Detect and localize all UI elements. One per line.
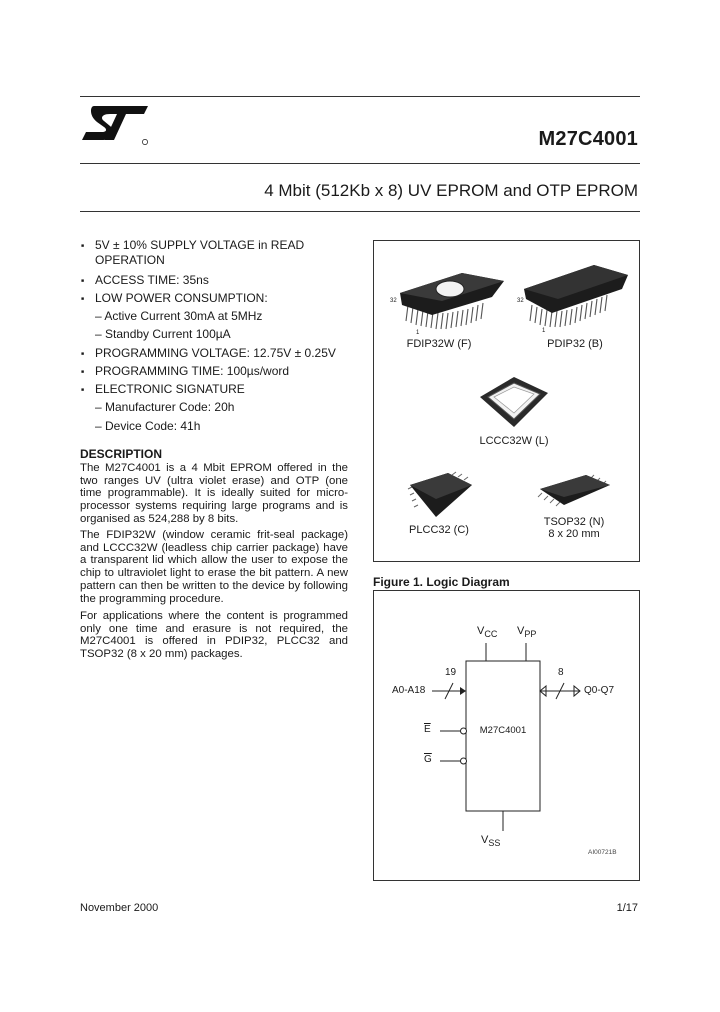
plcc32-label: PLCC32 (C)	[409, 524, 469, 536]
tsop32-package-image	[534, 471, 614, 515]
description-heading: DESCRIPTION	[80, 447, 163, 461]
bullet-icon: ■	[81, 243, 85, 249]
bullet-icon: ■	[81, 296, 85, 302]
bullet-icon: ■	[81, 369, 85, 375]
document-subtitle: 4 Mbit (512Kb x 8) UV EPROM and OTP EPROM	[264, 181, 638, 200]
lccc32w-package-image	[474, 371, 554, 433]
tsop32-size-label: 8 x 20 mm	[548, 528, 600, 540]
subtitle-rule	[80, 211, 640, 212]
title-rule	[80, 163, 640, 164]
vss-label: $V_{SS}$	[481, 834, 501, 848]
fdip32w-label: FDIP32W (F)	[406, 338, 472, 350]
data-bus-label: Q0-Q7	[584, 685, 615, 696]
pdip-pin-1-label: 1	[542, 328, 546, 334]
figure-title: Figure 1. Logic Diagram	[373, 575, 510, 589]
vss-subscript: SS	[488, 838, 501, 848]
chip-name-label: M27C4001	[479, 725, 527, 736]
vpp-label: $V_{PP}$	[517, 625, 537, 639]
vpp-subscript: PP	[524, 629, 537, 639]
pin-1-label: 1	[416, 330, 420, 336]
feature-item: LOW POWER CONSUMPTION:	[95, 291, 268, 305]
st-logo	[80, 104, 152, 146]
feature-item-continued: OPERATION	[95, 253, 165, 267]
footer-page-number: 1/17	[616, 902, 638, 914]
output-enable-label: $\overline{G}$	[424, 754, 432, 765]
pdip32-package-image	[518, 259, 633, 333]
bullet-icon: ■	[81, 278, 85, 284]
feature-item: PROGRAMMING VOLTAGE: 12.75V ± 0.25V	[95, 346, 336, 360]
bullet-icon: ■	[81, 387, 85, 393]
chip-enable-label: $\overline{E}$	[424, 724, 431, 735]
feature-subitem: – Device Code: 41h	[95, 419, 201, 433]
footer-date: November 2000	[80, 902, 159, 914]
feature-subitem: – Active Current 30mA at 5MHz	[95, 309, 263, 323]
address-count-label: 19	[445, 667, 457, 678]
data-count-label: 8	[558, 667, 564, 678]
package-illustrations	[373, 240, 640, 562]
fdip32w-package-image	[392, 263, 512, 335]
pin-32-label: 32	[390, 298, 397, 304]
feature-subitem: – Manufacturer Code: 20h	[95, 400, 235, 414]
logic-diagram	[373, 590, 640, 881]
address-bus-label: A0-A18	[392, 685, 426, 696]
feature-item: ACCESS TIME: 35ns	[95, 273, 209, 287]
feature-item: PROGRAMMING TIME: 100µs/word	[95, 364, 290, 378]
pdip32-label: PDIP32 (B)	[547, 338, 603, 350]
description-paragraph: For applications where the content is programmed only one time and erasure is not required, the M27C4001 is offered in PDIP32, PLCC32 and TSOP32 (8 x 20 mm) packages.	[80, 610, 348, 661]
vcc-label: $V_{CC}$	[477, 625, 498, 639]
feature-item: 5V ± 10% SUPPLY VOLTAGE in READ	[95, 238, 305, 252]
tsop32-label: TSOP32 (N)	[543, 516, 605, 528]
vcc-subscript: CC	[484, 629, 498, 639]
plcc32-package-image	[402, 467, 478, 523]
top-rule	[80, 96, 640, 97]
bullet-icon: ■	[81, 351, 85, 357]
description-paragraph: The FDIP32W (window ceramic frit-seal package) and LCCC32W (leadless chip carrier package) have a transparent lid which allow the user to expose the chip to ultraviolet light to erase the bit pattern. A new pattern can then be written to the device by following the programming procedure.	[80, 529, 348, 605]
feature-item: ELECTRONIC SIGNATURE	[95, 382, 245, 396]
pdip-pin-32-label: 32	[517, 298, 524, 304]
feature-subitem: – Standby Current 100µA	[95, 327, 231, 341]
figure-code-label: AI00721B	[588, 849, 617, 856]
lccc32w-label: LCCC32W (L)	[479, 435, 549, 447]
part-number: M27C4001	[538, 128, 638, 150]
description-paragraph: The M27C4001 is a 4 Mbit EPROM offered in the two ranges UV (ultra violet erase) and OTP (one time programmable). It is ideally suited for micro-processor systems requiring large programs and is organised as 524,288 by 8 bits.	[80, 462, 348, 525]
